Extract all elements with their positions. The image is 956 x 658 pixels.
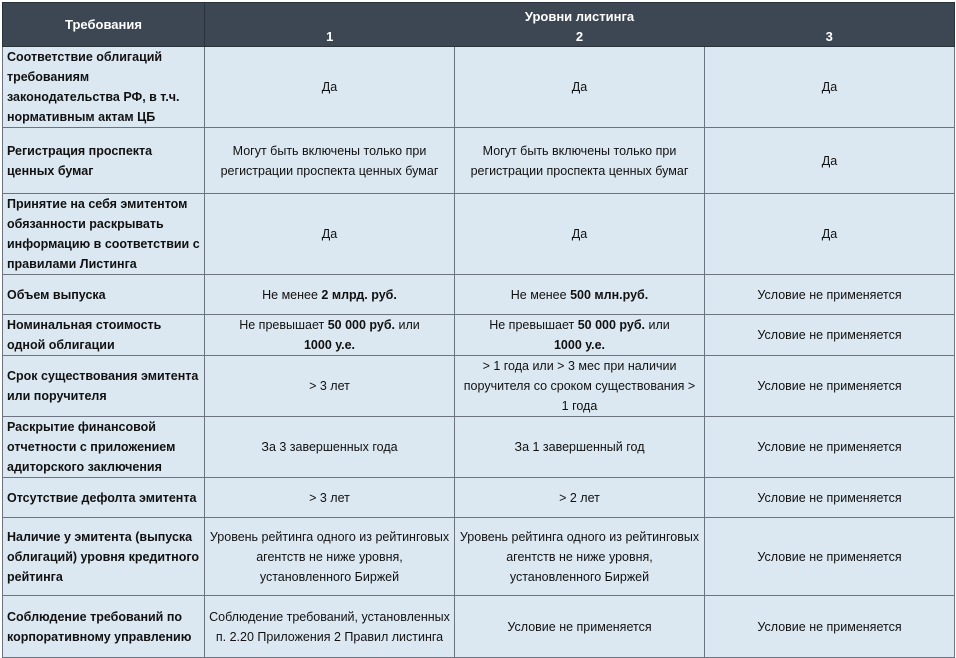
level-1-cell xyxy=(205,275,455,315)
level-3-cell: Условие не применяется xyxy=(705,275,955,315)
header-level-1: 1 xyxy=(205,25,455,47)
level-1-bold-value: 2 млрд. руб. xyxy=(321,287,397,302)
requirement-cell: Соответствие облигаций требованиям законодательства РФ, в т.ч. нормативным актам ЦБ xyxy=(3,47,205,128)
table-row xyxy=(3,356,955,417)
table-row xyxy=(3,47,955,128)
requirement-cell: Срок существования эмитента или поручителя xyxy=(3,356,205,417)
table-row xyxy=(3,518,955,596)
level-2-cell: Уровень рейтинга одного из рейтинговых агентств не ниже уровня, установленного Биржей xyxy=(455,518,705,596)
level-3-cell: Условие не применяется xyxy=(705,417,955,478)
listing-requirements-table-container xyxy=(2,2,954,654)
level-2-cell: Да xyxy=(455,194,705,275)
level-1-text: Не менее xyxy=(262,287,322,302)
table-row xyxy=(3,596,955,658)
level-1-cell: > 3 лет xyxy=(205,478,455,518)
header-level-3: 3 xyxy=(705,25,955,47)
level-1-bold-value: 50 000 руб. xyxy=(327,318,396,332)
level-3-cell: Да xyxy=(705,128,955,194)
level-1-cell: Могут быть включены только при регистрации проспекта ценных бумаг xyxy=(205,128,455,194)
level-2-cell: Условие не применяется xyxy=(455,596,705,658)
level-1-text: Не превышает xyxy=(239,318,328,332)
level-2-cell: Могут быть включены только при регистрации проспекта ценных бумаг xyxy=(455,128,705,194)
level-1-or-text: или xyxy=(395,318,420,332)
level-3-cell: Условие не применяется xyxy=(705,315,955,356)
requirement-cell: Принятие на себя эмитентом обязанности раскрывать информацию в соответствии с правилами Листинга xyxy=(3,194,205,275)
requirement-cell: Отсутствие дефолта эмитента xyxy=(3,478,205,518)
table-row xyxy=(3,417,955,478)
requirement-cell: Объем выпуска xyxy=(3,275,205,315)
level-1-cell: Да xyxy=(205,194,455,275)
table-row xyxy=(3,275,955,315)
table-row xyxy=(3,315,955,356)
level-2-cell: За 1 завершенный год xyxy=(455,417,705,478)
listing-requirements-table xyxy=(2,2,955,658)
requirement-cell: Соблюдение требований по корпоративному управлению xyxy=(3,596,205,658)
level-1-cell: Соблюдение требований, установленных п. 2.20 Приложения 2 Правил листинга xyxy=(205,596,455,658)
level-1-cell xyxy=(205,315,455,356)
requirement-cell: Наличие у эмитента (выпуска облигаций) уровня кредитного рейтинга xyxy=(3,518,205,596)
level-2-text: Не превышает xyxy=(489,318,578,332)
level-2-cell: > 2 лет xyxy=(455,478,705,518)
requirement-cell: Раскрытие финансовой отчетности с приложением адиторского заключения xyxy=(3,417,205,478)
level-1-cell: За 3 завершенных года xyxy=(205,417,455,478)
requirement-cell: Регистрация проспекта ценных бумаг xyxy=(3,128,205,194)
table-row xyxy=(3,194,955,275)
level-2-cell xyxy=(455,275,705,315)
level-3-cell: Условие не применяется xyxy=(705,478,955,518)
level-3-cell: Да xyxy=(705,194,955,275)
level-2-bold-value-2: 1000 у.е. xyxy=(553,338,606,352)
requirement-cell: Номинальная стоимость одной облигации xyxy=(3,315,205,356)
header-level-2: 2 xyxy=(455,25,705,47)
level-2-text: Не менее xyxy=(510,287,571,302)
level-3-cell: Условие не применяется xyxy=(705,356,955,417)
header-requirements: Требования xyxy=(3,3,205,47)
level-2-cell xyxy=(455,315,705,356)
level-1-cell: Да xyxy=(205,47,455,128)
level-2-bold-value: 50 000 руб. xyxy=(577,318,646,332)
table-row xyxy=(3,128,955,194)
header-listing-levels: Уровни листинга xyxy=(205,3,955,25)
level-2-bold-value: 500 млн.руб. xyxy=(570,287,649,302)
level-2-or-text: или xyxy=(645,318,670,332)
table-row xyxy=(3,478,955,518)
level-1-cell: > 3 лет xyxy=(205,356,455,417)
level-2-cell: Да xyxy=(455,47,705,128)
level-2-cell: > 1 года или > 3 мес при наличии поручителя со сроком существования > 1 года xyxy=(455,356,705,417)
level-3-cell: Да xyxy=(705,47,955,128)
level-1-cell: Уровень рейтинга одного из рейтинговых агентств не ниже уровня, установленного Биржей xyxy=(205,518,455,596)
level-1-bold-value-2: 1000 у.е. xyxy=(303,338,356,352)
level-3-cell: Условие не применяется xyxy=(705,596,955,658)
level-3-cell: Условие не применяется xyxy=(705,518,955,596)
